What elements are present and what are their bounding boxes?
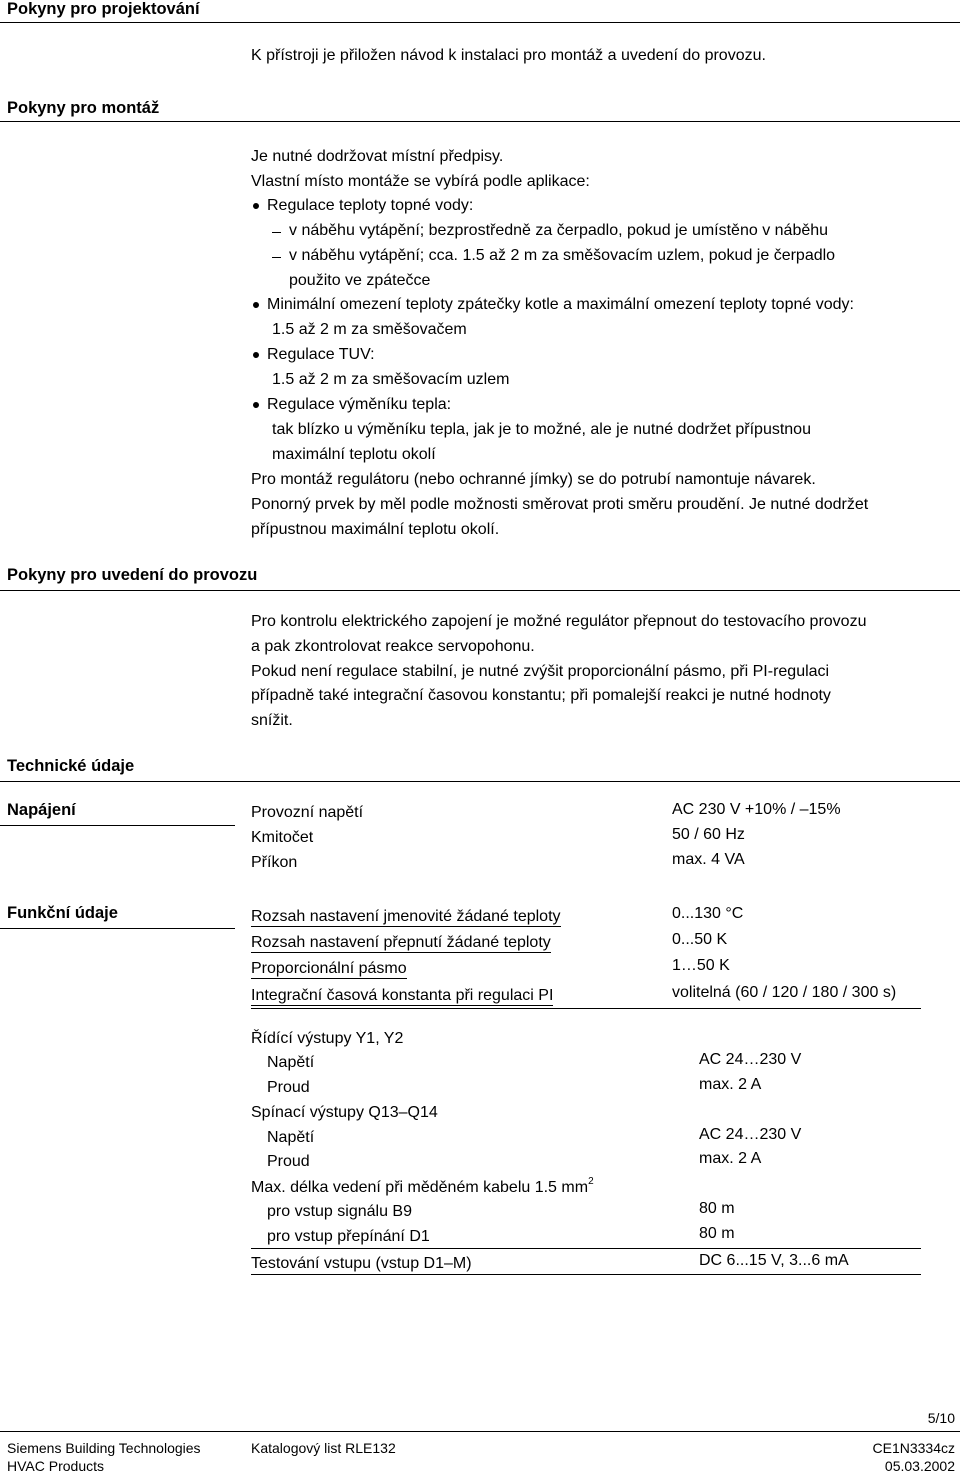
cable-title bbox=[251, 1176, 594, 1200]
heading-montaz: Pokyny pro montáž bbox=[7, 99, 160, 117]
output-label: Proud bbox=[267, 1079, 310, 1096]
heading-uvedeni-do-provozu: Pokyny pro uvedení do provozu bbox=[7, 566, 258, 584]
spec-value: volitelná (60 / 120 / 180 / 300 s) bbox=[672, 984, 897, 1001]
output-label: Napětí bbox=[267, 1129, 315, 1146]
footer-divider bbox=[0, 1431, 960, 1432]
heading-projektovani: Pokyny pro projektování bbox=[7, 0, 200, 18]
spec-label: Příkon bbox=[251, 854, 298, 871]
bullet-item: Regulace výměníku tepla: bbox=[267, 396, 452, 413]
heading-technicke-udaje: Technické údaje bbox=[7, 757, 135, 775]
footer-code: CE1N3334cz bbox=[872, 1440, 955, 1456]
spec-label: Proporcionální pásmo bbox=[251, 960, 407, 977]
spec-label: Rozsah nastavení jmenovité žádané teploty bbox=[251, 908, 561, 925]
output-value: max. 2 A bbox=[699, 1076, 762, 1093]
spec-value: 0...50 K bbox=[672, 931, 728, 948]
bullet-icon bbox=[253, 352, 259, 358]
bullet-item-cont: 1.5 až 2 m za směšovačem bbox=[272, 321, 467, 338]
provoz-line: Pokud není regulace stabilní, je nutné zvýšit proporcionální pásmo, při PI-regulaci bbox=[251, 663, 830, 680]
montaz-line: Ponorný prvek by měl podle možnosti směrovat proti směru proudění. Je nutné dodržet bbox=[251, 496, 869, 513]
bullet-item-cont: maximální teplotu okolí bbox=[272, 446, 436, 463]
output-label: Napětí bbox=[267, 1054, 315, 1071]
output-value: max. 2 A bbox=[699, 1150, 762, 1167]
montaz-line: Je nutné dodržovat místní předpisy. bbox=[251, 148, 504, 165]
dash-icon bbox=[272, 232, 281, 233]
output-title: Spínací výstupy Q13–Q14 bbox=[251, 1104, 438, 1121]
footer-catalog: Katalogový list RLE132 bbox=[251, 1440, 396, 1456]
spec-label: Integrační časová konstanta při regulaci PI bbox=[251, 987, 554, 1004]
dash-item: v náběhu vytápění; bezprostředně za čerpadlo, pokud je umístěno v náběhu bbox=[289, 222, 829, 239]
output-value: AC 24…230 V bbox=[699, 1126, 802, 1143]
projektovani-text: K přístroji je přiložen návod k instalaci pro montáž a uvedení do provozu. bbox=[251, 47, 766, 64]
footer-division: HVAC Products bbox=[7, 1458, 104, 1474]
montaz-line: Pro montáž regulátoru (nebo ochranné jímky) se do potrubí namontuje návarek. bbox=[251, 471, 816, 488]
divider bbox=[251, 1274, 921, 1275]
bullet-icon bbox=[253, 203, 259, 209]
divider bbox=[0, 121, 960, 122]
spec-value: AC 230 V +10% / –15% bbox=[672, 801, 841, 818]
dash-icon bbox=[272, 257, 281, 258]
cable-title-text: Max. délka vedení při měděném kabelu 1.5 mm bbox=[251, 1179, 589, 1196]
bullet-item: Regulace TUV: bbox=[267, 346, 375, 363]
output-value: DC 6...15 V, 3...6 mA bbox=[699, 1252, 849, 1269]
output-label: Testování vstupu (vstup D1–M) bbox=[251, 1255, 472, 1272]
divider bbox=[0, 825, 235, 826]
heading-napajeni: Napájení bbox=[7, 801, 76, 819]
spec-value: 1…50 K bbox=[672, 957, 730, 974]
divider bbox=[251, 1248, 921, 1249]
output-value: 80 m bbox=[699, 1200, 735, 1217]
provoz-line: Pro kontrolu elektrického zapojení je možné regulátor přepnout do testovacího provozu bbox=[251, 613, 867, 630]
divider bbox=[0, 781, 960, 782]
bullet-item-cont: 1.5 až 2 m za směšovacím uzlem bbox=[272, 371, 510, 388]
footer-company: Siemens Building Technologies bbox=[7, 1440, 201, 1456]
spec-value: 50 / 60 Hz bbox=[672, 826, 745, 843]
provoz-line: a pak zkontrolovat reakce servopohonu. bbox=[251, 638, 535, 655]
page-number: 5/10 bbox=[927, 1410, 955, 1426]
spec-label: Provozní napětí bbox=[251, 804, 364, 821]
output-value: 80 m bbox=[699, 1225, 735, 1242]
cable-title-sup: 2 bbox=[588, 1176, 594, 1187]
output-label: pro vstup signálu B9 bbox=[267, 1203, 412, 1220]
divider bbox=[251, 1008, 921, 1009]
output-value: AC 24…230 V bbox=[699, 1051, 802, 1068]
bullet-item-cont: tak blízko u výměníku tepla, jak je to možné, ale je nutné dodržet přípustnou bbox=[272, 421, 811, 438]
footer-date: 05.03.2002 bbox=[884, 1458, 955, 1474]
montaz-line: přípustnou maximální teplotu okolí. bbox=[251, 521, 500, 538]
divider bbox=[0, 22, 960, 23]
dash-item: v náběhu vytápění; cca. 1.5 až 2 m za směšovacím uzlem, pokud je čerpadlo bbox=[289, 247, 836, 264]
provoz-line: snížit. bbox=[251, 712, 293, 729]
output-label: Proud bbox=[267, 1153, 310, 1170]
bullet-icon bbox=[253, 402, 259, 408]
spec-value: max. 4 VA bbox=[672, 851, 745, 868]
provoz-line: případně také integrační časovou konstantu; při pomalejší reakci je nutné hodnoty bbox=[251, 687, 831, 704]
heading-funkcni-udaje: Funkční údaje bbox=[7, 904, 118, 922]
dash-item-cont: použito ve zpátečce bbox=[289, 272, 431, 289]
divider bbox=[0, 590, 960, 591]
output-label: pro vstup přepínání D1 bbox=[267, 1228, 430, 1245]
bullet-item: Minimální omezení teploty zpátečky kotle a maximální omezení teploty topné vody: bbox=[267, 296, 854, 313]
output-title: Řídící výstupy Y1, Y2 bbox=[251, 1030, 404, 1047]
bullet-item: Regulace teploty topné vody: bbox=[267, 197, 474, 214]
bullet-icon bbox=[253, 302, 259, 308]
divider bbox=[0, 928, 235, 929]
spec-label: Kmitočet bbox=[251, 829, 314, 846]
montaz-line: Vlastní místo montáže se vybírá podle aplikace: bbox=[251, 173, 590, 190]
spec-label: Rozsah nastavení přepnutí žádané teploty bbox=[251, 934, 551, 951]
spec-value: 0...130 °C bbox=[672, 905, 744, 922]
